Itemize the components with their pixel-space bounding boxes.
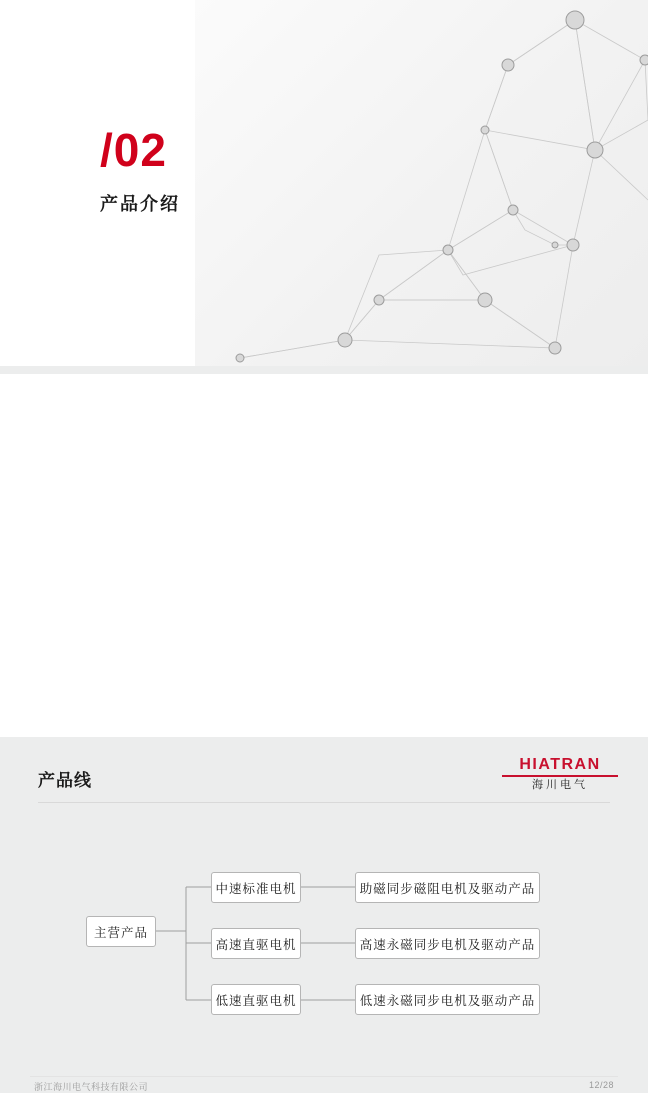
page-title: 产品线 xyxy=(38,771,92,790)
section-number: /02 xyxy=(100,124,167,176)
diagram-root-node: 主营产品 xyxy=(86,916,156,947)
diagram-product-node: 助磁同步磁阻电机及驱动产品 xyxy=(355,872,540,903)
logo-wordmark: HIATRAN xyxy=(519,756,601,773)
slide-gap xyxy=(0,366,648,374)
diagram-category-node: 中速标准电机 xyxy=(211,872,301,903)
diagram-product-node: 低速永磁同步电机及驱动产品 xyxy=(355,984,540,1015)
company-logo xyxy=(502,757,618,791)
footer-company: 浙江海川电气科技有限公司 xyxy=(34,1082,149,1092)
logo-chinese-name: 海川电气 xyxy=(532,779,588,791)
footer-divider xyxy=(30,1076,618,1077)
network-graphic-panel xyxy=(195,0,648,366)
logo-underline xyxy=(502,775,618,777)
diagram-category-node: 高速直驱电机 xyxy=(211,928,301,959)
diagram-category-node: 低速直驱电机 xyxy=(211,984,301,1015)
diagram-product-node: 高速永磁同步电机及驱动产品 xyxy=(355,928,540,959)
section-title: 产品介绍 xyxy=(100,194,180,214)
section-text-panel xyxy=(0,0,195,366)
section-divider-slide xyxy=(0,0,648,366)
product-line-slide xyxy=(0,374,648,1092)
footer-page-number: 12/28 xyxy=(588,1080,614,1090)
product-line-diagram xyxy=(0,829,648,1044)
title-divider xyxy=(38,802,610,803)
network-graphic xyxy=(195,0,648,366)
